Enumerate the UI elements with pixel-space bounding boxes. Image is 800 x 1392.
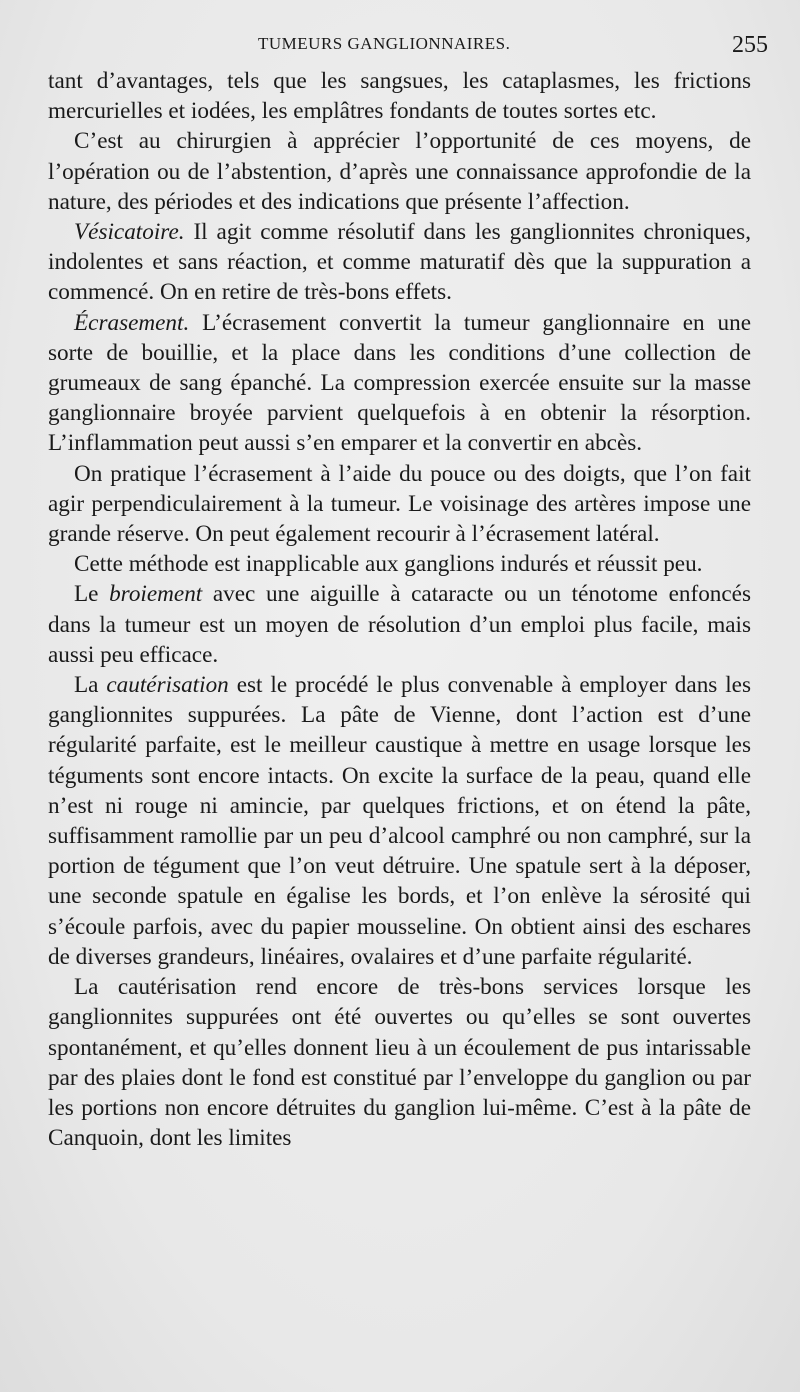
paragraph-ecrasement [48, 308, 751, 459]
term-broiement: broiement [109, 581, 203, 608]
paragraph-text: La cautérisation rend encore de très-bons services lorsque les ganglionnites suppurées ont été ouvertes ou qu’elles se sont ouvertes spontanément, et qu’elles donnent lieu à un écoulement de pus intarissable par des plaies dont le fond est constitué par l’enveloppe du ganglion ou par les portions non encore détruites du ganglion lui-même. C’est à la pâte de Canquoin, dont les limites [48, 974, 751, 1152]
paragraph [48, 549, 751, 579]
paragraph-continued [48, 66, 751, 126]
paragraph-cauterisation [48, 670, 751, 972]
page-number: 255 [732, 32, 768, 58]
page-header [48, 32, 770, 62]
paragraph [48, 459, 751, 550]
paragraph-broiement [48, 579, 751, 670]
paragraph-text: C’est au chirurgien à apprécier l’opportunité de ces moyens, de l’opération ou de l’abstention, d’après une connaissance approfondie de la nature, des périodes et des indications que présente l’affection. [48, 128, 751, 215]
paragraph-text: On pratique l’écrasement à l’aide du pouce ou des doigts, que l’on fait agir perpendiculairement à la tumeur. Le voisinage des artères impose une grande réserve. On peut également recourir à l’écrasement latéral. [48, 460, 751, 548]
body-text [48, 66, 751, 1153]
term-cauterisation: cautérisation [106, 672, 229, 699]
paragraph [48, 126, 751, 217]
paragraph-text: Le [74, 581, 110, 608]
paragraph-text: L’écrasement convertit la tumeur ganglionnaire en une sorte de bouillie, et la place dans les conditions d’une collection de grumeaux de sang épanché. La compression exercée ensuite sur la masse ganglionnaire broyée parvient quelquefois à en obtenir la résorption. L’inflammation peut aussi s’en emparer et la convertir en abcès. [48, 309, 751, 457]
paragraph-vesicatoire [48, 217, 751, 308]
paragraph-text: avec une aiguille à cataracte ou un ténotome enfoncés dans la tumeur est un moyen de résolution d’un emploi plus facile, mais aussi peu efficace. [48, 581, 751, 668]
paragraph-text: Cette méthode est inapplicable aux ganglions indurés et réussit peu. [74, 551, 703, 578]
section-heading-ecrasement: Écrasement. [74, 309, 190, 336]
paragraph-text: La [74, 672, 107, 699]
paragraph-text: Il agit comme résolutif dans les ganglionnites chroniques, indolentes et sans réaction, et comme maturatif dès que la suppuration a commencé. On en retire de très-bons effets. [48, 219, 751, 306]
paragraph-text: tant d’avantages, tels que les sangsues, les cataplasmes, les frictions mercurielles et iodées, les emplâtres fondants de toutes sortes etc. [48, 68, 751, 125]
paragraph [48, 972, 751, 1153]
section-heading-vesicatoire: Vésicatoire. [74, 219, 185, 246]
running-title: TUMEURS GANGLIONNAIRES. [258, 34, 511, 53]
paragraph-text: est le procédé le plus convenable à employer dans les ganglionnites suppurées. La pâte de Vienne, dont l’action est d’une régularité parfaite, est le meilleur caustique à mettre en usage lorsque les téguments sont encore intacts. On excite la surface de la peau, quand elle n’est ni rouge ni amincie, par quelques frictions, et on étend la pâte, suffisamment ramollie par un peu d’alcool camphré ou non camphré, sur la portion de tégument que l’on veut détruire. Une spatule sert à la déposer, une seconde spatule en égalise les bords, et l’on enlève la sérosité qui s’écoule parfois, avec du papier mousseline. On obtient ainsi des eschares de diverses grandeurs, linéaires, ovalaires et d’une parfaite régularité. [48, 672, 751, 970]
